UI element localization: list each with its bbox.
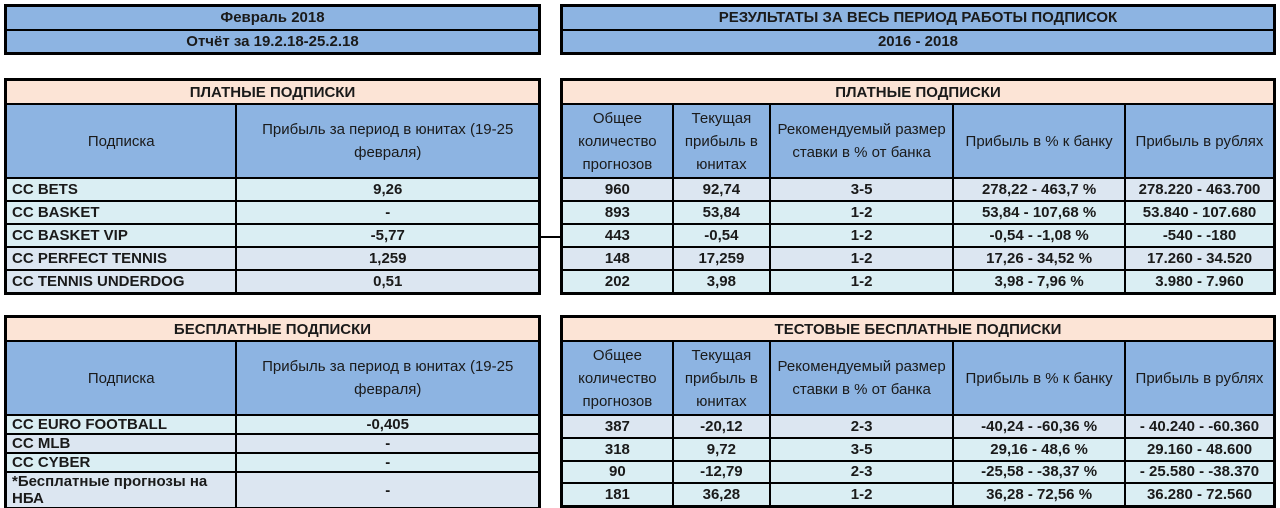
table-cell: 3-5 [771, 439, 954, 460]
table-title: ПЛАТНЫЕ ПОДПИСКИ [7, 81, 538, 105]
table-row [7, 416, 538, 433]
week-header-block [4, 4, 541, 55]
column-header: Прибыль в % к банку [954, 105, 1126, 177]
table-cell: 1-2 [771, 225, 954, 246]
table-row [563, 416, 1273, 437]
table-cell: -0,405 [237, 416, 538, 433]
table-row [7, 471, 538, 507]
table-header-row [563, 105, 1273, 179]
table-cell: - 25.580 - -38.370 [1126, 462, 1273, 483]
table-cell: - 40.240 - -60.360 [1126, 416, 1273, 437]
table-cell: 17,259 [674, 248, 771, 269]
table-cell: - [237, 454, 538, 471]
table-cell: 3,98 [674, 271, 771, 292]
table-title: БЕСПЛАТНЫЕ ПОДПИСКИ [7, 318, 538, 342]
table-cell: 202 [563, 271, 674, 292]
column-header: Прибыль за период в юнитах (19-25 февраля) [262, 121, 514, 161]
table-row [563, 223, 1273, 246]
column-header: Общее количество прогнозов [563, 342, 674, 414]
table-cell: 1-2 [771, 271, 954, 292]
month-title: Февраль 2018 [220, 9, 325, 27]
table-cell: 17.260 - 34.520 [1126, 248, 1273, 269]
table-cell: 278.220 - 463.700 [1126, 179, 1273, 200]
table-cell: 29.160 - 48.600 [1126, 439, 1273, 460]
overall-period-subtitle: 2016 - 2018 [563, 29, 1273, 53]
table-cell: 181 [563, 484, 674, 505]
table-cell: 9,26 [237, 179, 538, 200]
table-cell: -0,54 [674, 225, 771, 246]
table-cell: CC MLB [7, 435, 237, 452]
table-cell: 318 [563, 439, 674, 460]
free-week-table [4, 315, 541, 508]
table-cell: 3.980 - 7.960 [1126, 271, 1273, 292]
table-row [563, 246, 1273, 269]
table-row [563, 482, 1273, 505]
table-cell: 29,16 - 48,6 % [954, 439, 1126, 460]
column-header: Текущая прибыль в юнитах [674, 342, 771, 414]
table-cell: CC EURO FOOTBALL [7, 416, 237, 433]
table-cell: 1-2 [771, 248, 954, 269]
table-row [7, 269, 538, 292]
column-header: Рекомендуемый размер ставки в % от банка [771, 105, 954, 177]
column-header: Подписка [7, 105, 237, 177]
table-row [7, 200, 538, 223]
table-header-row [563, 342, 1273, 416]
overall-results-title: РЕЗУЛЬТАТЫ ЗА ВЕСЬ ПЕРИОД РАБОТЫ ПОДПИСОК [718, 9, 1118, 27]
table-row [563, 269, 1273, 292]
table-cell: 36.280 - 72.560 [1126, 484, 1273, 505]
column-header: Рекомендуемый размер ставки в % от банка [771, 342, 954, 414]
table-title: ТЕСТОВЫЕ БЕСПЛАТНЫЕ ПОДПИСКИ [563, 318, 1273, 342]
table-cell: 53,84 - 107,68 % [954, 202, 1126, 223]
table-row [563, 200, 1273, 223]
table-cell: -40,24 - -60,36 % [954, 416, 1126, 437]
column-header: Прибыль в % к банку [954, 342, 1126, 414]
table-cell: 90 [563, 462, 674, 483]
column-header: Текущая прибыль в юнитах [674, 105, 771, 177]
table-cell: -5,77 [237, 225, 538, 246]
table-cell: 960 [563, 179, 674, 200]
table-cell: 278,22 - 463,7 % [954, 179, 1126, 200]
table-cell: - [237, 202, 538, 223]
paid-total-table [560, 78, 1276, 295]
table-cell: -12,79 [674, 462, 771, 483]
table-cell: 1-2 [771, 202, 954, 223]
table-cell: CC BASKET [7, 202, 237, 223]
overall-header-block [560, 4, 1276, 55]
table-cell: 92,74 [674, 179, 771, 200]
table-cell: 443 [563, 225, 674, 246]
table-cell: 36,28 [674, 484, 771, 505]
table-cell: -540 - -180 [1126, 225, 1273, 246]
table-cell: 387 [563, 416, 674, 437]
paid-week-table [4, 78, 541, 295]
table-row [7, 223, 538, 246]
table-cell: - [237, 473, 538, 507]
table-row [563, 460, 1273, 483]
table-cell: 3-5 [771, 179, 954, 200]
table-cell: CC BASKET VIP [7, 225, 237, 246]
table-row [7, 179, 538, 200]
table-cell: 0,51 [237, 271, 538, 292]
table-cell: - [237, 435, 538, 452]
column-header: Подписка [7, 342, 237, 414]
table-cell: 2-3 [771, 462, 954, 483]
table-cell: -20,12 [674, 416, 771, 437]
table-cell: 148 [563, 248, 674, 269]
table-cell: CC CYBER [7, 454, 237, 471]
table-connector-line [541, 236, 560, 238]
table-header-row [7, 105, 538, 179]
table-cell: *Бесплатные прогнозы на НБА [7, 473, 237, 507]
table-cell: -0,54 - -1,08 % [954, 225, 1126, 246]
column-header: Прибыль в рублях [1135, 369, 1264, 387]
table-cell: 893 [563, 202, 674, 223]
table-cell: 36,28 - 72,56 % [954, 484, 1126, 505]
table-cell: 9,72 [674, 439, 771, 460]
table-cell: CC PERFECT TENNIS [7, 248, 237, 269]
table-row [563, 437, 1273, 460]
table-cell: 1-2 [771, 484, 954, 505]
table-cell: CC BETS [7, 179, 237, 200]
table-cell: 1,259 [237, 248, 538, 269]
table-row [7, 246, 538, 269]
table-cell: CC TENNIS UNDERDOG [7, 271, 237, 292]
table-cell: 3,98 - 7,96 % [954, 271, 1126, 292]
column-header: Общее количество прогнозов [563, 105, 674, 177]
table-title: ПЛАТНЫЕ ПОДПИСКИ [563, 81, 1273, 105]
table-cell: 2-3 [771, 416, 954, 437]
week-report-subtitle: Отчёт за 19.2.18-25.2.18 [7, 29, 538, 53]
table-cell: 53.840 - 107.680 [1126, 202, 1273, 223]
column-header: Прибыль в рублях [1135, 132, 1264, 150]
table-row [563, 179, 1273, 200]
table-row [7, 452, 538, 471]
table-cell: -25,58 - -38,37 % [954, 462, 1126, 483]
table-row [7, 433, 538, 452]
table-header-row [7, 342, 538, 416]
table-cell: 17,26 - 34,52 % [954, 248, 1126, 269]
column-header: Прибыль за период в юнитах (19-25 февраля) [262, 358, 514, 398]
free-total-table [560, 315, 1276, 508]
table-cell: 53,84 [674, 202, 771, 223]
